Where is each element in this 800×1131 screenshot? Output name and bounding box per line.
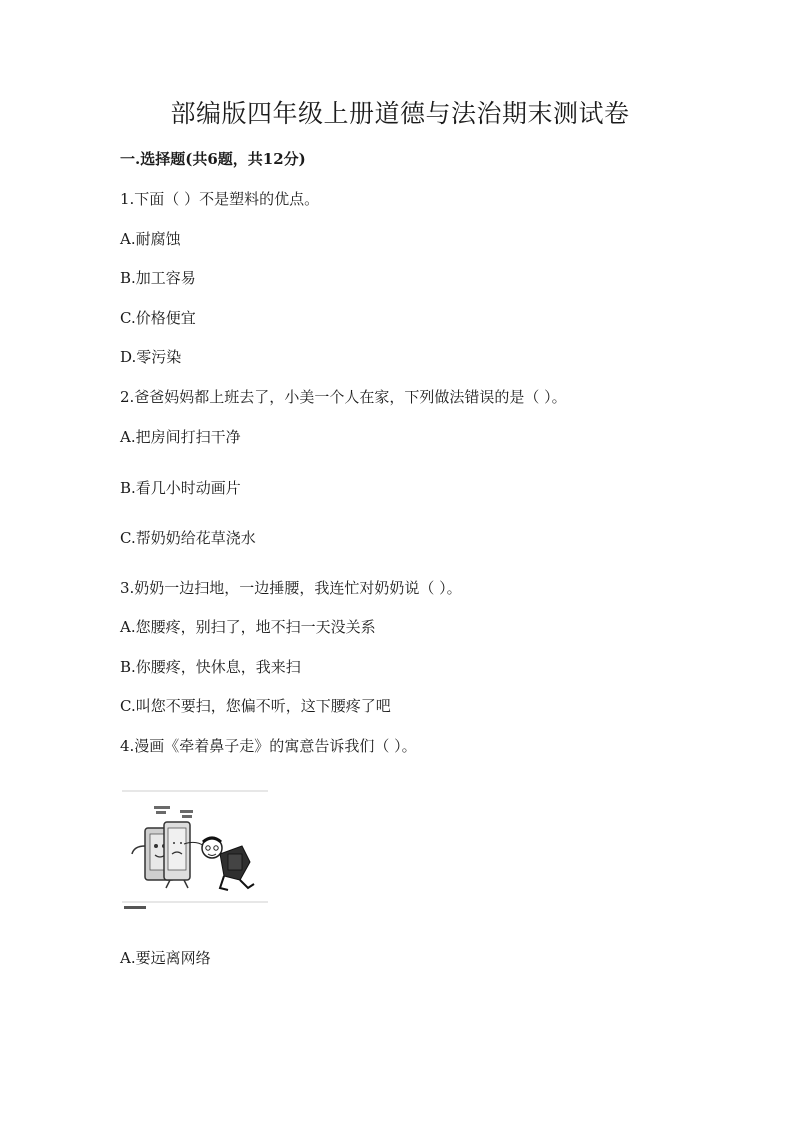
question-2-option-b: B.看几小时动画片 — [120, 479, 241, 497]
question-2-option-c: C.帮奶奶给花草浇水 — [120, 529, 256, 547]
question-3-stem: 3.奶奶一边扫地，一边捶腰，我连忙对奶奶说（ ）。 — [120, 579, 462, 597]
question-3-option-c: C.叫您不要扫，您偏不听，这下腰疼了吧 — [120, 697, 391, 715]
question-4-stem: 4.漫画《牵着鼻子走》的寓意告诉我们（ ）。 — [120, 737, 417, 755]
question-1-option-c: C.价格便宜 — [120, 309, 196, 327]
question-3-option-a: A.您腰疼，别扫了，地不扫一天没关系 — [120, 618, 376, 636]
question-4-option-a: A.要远离网络 — [120, 949, 211, 967]
cartoon-illustration-icon — [120, 788, 270, 913]
question-1-option-d: D.零污染 — [120, 348, 182, 366]
question-1-option-a: A.耐腐蚀 — [120, 230, 181, 248]
question-2-option-a: A.把房间打扫干净 — [120, 428, 241, 446]
question-1-stem: 1.下面（ ）不是塑料的优点。 — [120, 190, 320, 208]
question-3-option-b: B.你腰疼，快休息，我来扫 — [120, 658, 301, 676]
question-2-stem: 2.爸爸妈妈都上班去了，小美一个人在家，下列做法错误的是（ ）。 — [120, 388, 567, 406]
page-title: 部编版四年级上册道德与法治期末测试卷 — [170, 99, 630, 128]
section-heading: 一.选择题(共6题，共12分) — [120, 150, 306, 168]
question-1-option-b: B.加工容易 — [120, 269, 196, 287]
cartoon-figure — [120, 788, 270, 913]
